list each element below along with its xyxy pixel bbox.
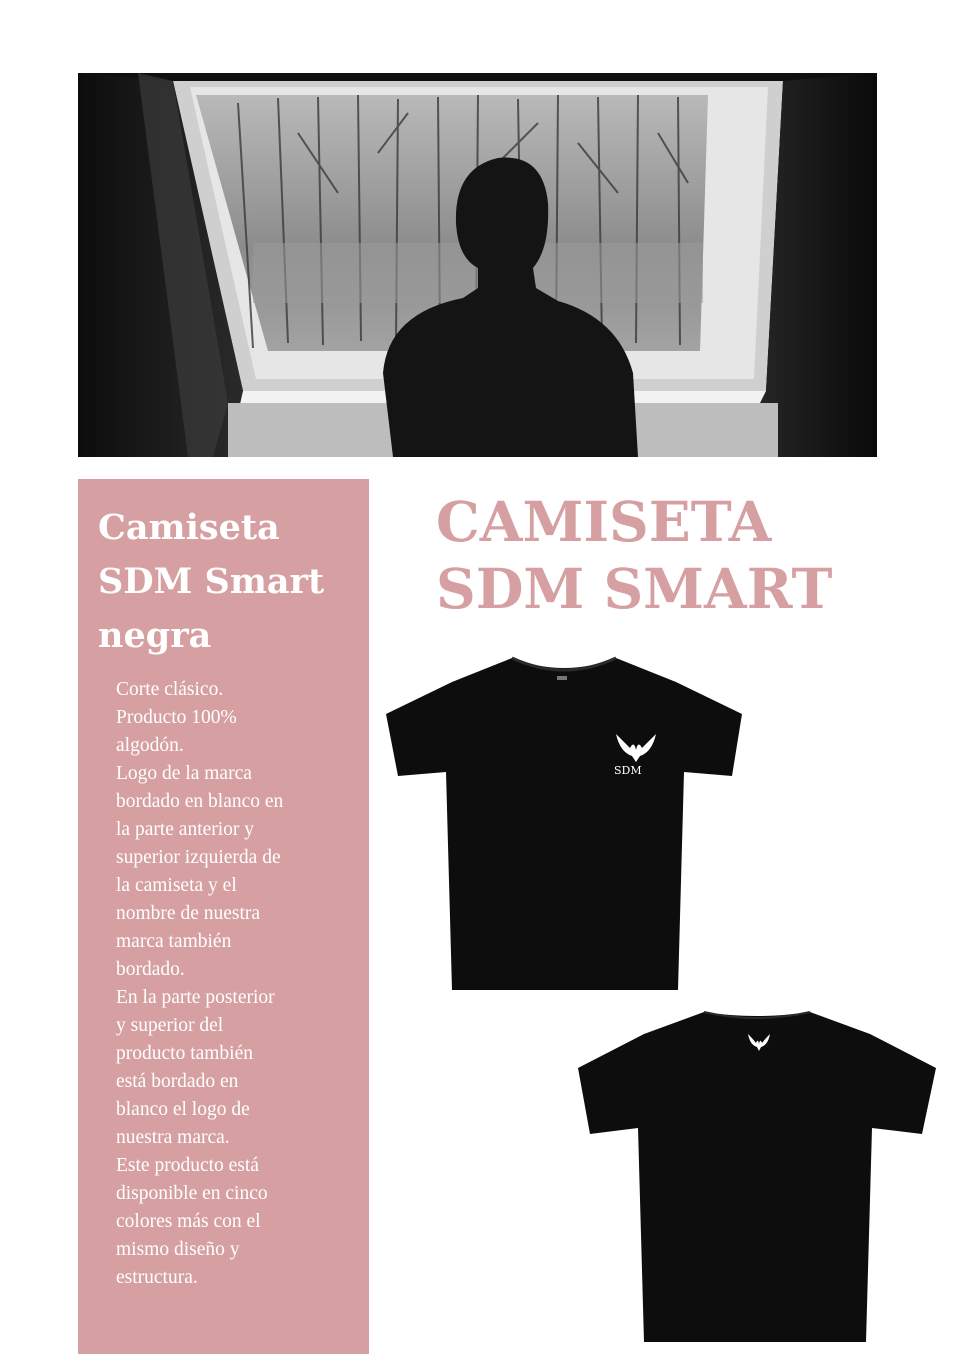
brand-logo-text: SDM (614, 764, 642, 777)
tshirt-back-image (576, 1010, 938, 1344)
product-description: Corte clásico. Producto 100% algodón. Logo de la marca bordado en blanco en la parte anterior y superior izquierda de la camiseta y el nombre de nuestra marca también bordado. En la parte posterior y superior del producto también está bordado en blanco el logo de nuestra marca. Este producto está disponible en cinco colores más con el mismo diseño y estructura. (116, 679, 284, 1288)
hero-photo (78, 73, 877, 457)
tshirt-front-image (384, 656, 744, 992)
page-title: CAMISETA SDM SMART (436, 489, 833, 621)
product-info-panel (78, 479, 369, 1354)
product-name: Camiseta SDM Smart negra (98, 507, 325, 656)
